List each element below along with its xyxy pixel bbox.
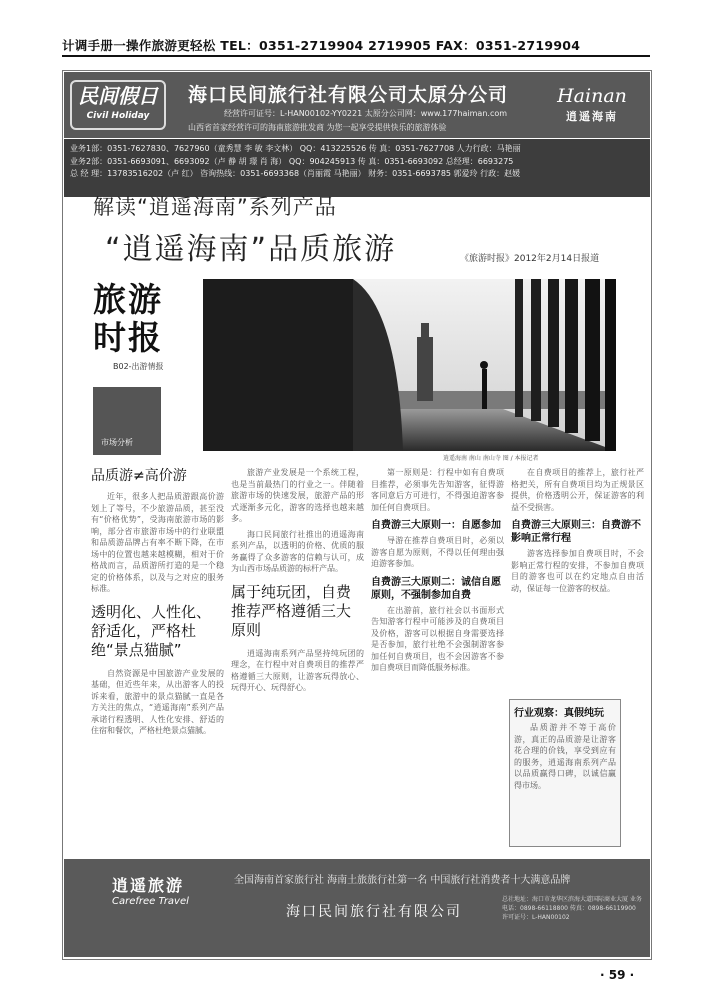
footer-banner: [64, 859, 650, 957]
column-2-heading: 属于纯玩团，自费推荐严格遵循三大原则: [231, 582, 352, 639]
top-contact-bar: 计调手册一操作旅游更轻松 TEL：0351-2719904 2719905 FAX：0351-2719904: [62, 38, 581, 53]
company-name: 海口民间旅行社有限公司太原分公司: [188, 84, 509, 106]
carefree-travel-logo: [88, 873, 218, 913]
page-frame: [62, 70, 652, 960]
column-1-heading-2: 透明化、人性化、舒适化，严格杜绝“景点猫腻”: [91, 602, 212, 659]
industry-sidebox: [509, 699, 621, 847]
footer-company-name: 海口民间旅行社有限公司: [286, 904, 462, 920]
header-banner: [64, 72, 650, 138]
article-main-title: “逍遥海南”品质旅游: [105, 232, 397, 267]
logo-en-text: Civil Holiday: [86, 111, 150, 121]
column-4-paragraph-2: 游客选择参加自费项目时，不会影响正常行程的安排，不参加自费项目的游客也可以在约定地点自由活动，保证每一位游客的权益。: [511, 549, 644, 593]
page-number: · 59 ·: [600, 968, 635, 982]
hainan-logo-script: Hainan: [557, 85, 627, 107]
article-subtitle: 解读“逍遥海南”系列产品: [93, 195, 337, 219]
column-3-heading-2: 自费游三大原则二：诚信自愿原则，不强制参加自费: [371, 576, 501, 601]
column-3-paragraph-2: 导游在推荐自费项目时，必须以游客自愿为原则，不得以任何理由强迫游客参加。: [371, 536, 504, 568]
masthead-section: B02-出游情报: [113, 362, 164, 371]
contact-line-2: 业务2部：0351-6693091、6693092（卢 静 胡 璟 肖 海） QQ：904245913 传 真：0351-6693092 总经理：6693275: [70, 156, 514, 166]
source-note: 《旅游时报》2012年2月14日报道: [460, 254, 600, 264]
logo-cn-text: 民间假日: [78, 84, 158, 108]
photo-caption: 逍遥海南 南山 南山寺 图 / 本报记者: [443, 455, 539, 462]
footer-address: 总社地址：海口市龙华区滨海大道国际商业大厦 业务电话：0898-66118800 传真：0898-66119900 许可证号：L-HAN00102: [502, 896, 642, 921]
hainan-logo: [542, 84, 642, 130]
sidebox-text: 品质游并不等于高价游，真正的品质游是让游客花合理的价钱，享受到应有的服务，逍遥海南系列产品以品质赢得口碑，以诚信赢得市场。: [514, 723, 616, 790]
masthead-title-1: 旅游: [93, 280, 163, 319]
column-3-paragraph-1: 第一原则是：行程中如有自费项目推荐，必须事先告知游客，征得游客同意后方可进行，不得强迫游客参加任何自费项目。: [371, 468, 504, 512]
banner-tagline: 山西省首家经营许可的海南旅游批发商 为您一起享受提供快乐的旅游体验: [188, 123, 447, 132]
column-4-heading: 自费游三大原则三：自费游不影响正常行程: [511, 520, 641, 544]
footer-logo-en: Carefree Travel: [112, 896, 189, 907]
article-photo: [203, 279, 616, 451]
footer-slogans: 全国海南首家旅行社 海南土旅旅行社第一名 中国旅行社消费者十大满意品牌: [234, 875, 571, 886]
column-1-paragraph-1: 近年，很多人把品质游跟高价游划上了等号，不少旅游品质，甚至没有“价格优势”，受海南旅游市场的影响，部分省市旅游市场中的行业联盟和品质游品牌占有率不断下降，在市场中的位置也越来越模糊，相对于价格战而言，品质游所打造的是一个稳定的价格体系，以及与之对应的服务标准。: [91, 492, 224, 593]
column-1-heading: 品质游≠高价游: [91, 468, 187, 484]
column-1-paragraph-2: 自然资源是中国旅游产业发展的基础，但近些年来，从出游客人的投诉来看，旅游中的景点猫腻一直是各方关注的焦点，“逍遥海南”系列产品承诺行程透明、人性化安排、舒适的住宿和餐饮，严格杜绝景点猫腻。: [91, 668, 224, 735]
column-2-paragraph-1: 旅游产业发展是一个系统工程，也是当前最热门的行业之一。伴随着旅游市场的快速发展，旅游产品的形式逐渐多元化，游客的选择也越来越多。: [231, 468, 364, 523]
newspaper-masthead: [93, 281, 197, 481]
sidebox-heading: 行业观察：真假纯玩: [514, 708, 604, 719]
column-3-heading-1: 自费游三大原则一：自愿参加: [371, 520, 501, 531]
column-2-paragraph-3: 逍遥海南系列产品坚持纯玩团的理念，在行程中对自费项目的推荐严格遵循三大原则，让游客玩得放心、玩得开心、玩得舒心。: [231, 648, 364, 692]
top-rule-divider: [62, 55, 650, 57]
column-3-paragraph-3: 在出游前，旅行社会以书面形式告知游客行程中可能涉及的自费项目及价格，游客可以根据自身需要选择是否参加，旅行社绝不会强制游客参加任何自费项目，也不会因游客不参加自费项目而降低服务标准。: [371, 605, 504, 672]
contact-line-1: 业务1部：0351-7627830、7627960（童秀慧 李 敏 李文林） QQ：413225526 传 真：0351-7627708 人力行政：马艳丽: [70, 144, 521, 153]
column-4-paragraph-1: 在自费项目的推荐上，旅行社严格把关，所有自费项目均为正规景区提供，价格透明公开，保证游客的利益不受损害。: [511, 468, 644, 512]
contact-line-3: 总 经 理：13783516202（卢 红） 咨询热线：0351-6693368（肖丽霞 马艳丽） 财务：0351-6693785 郭爱玲 行政：赵媛: [70, 169, 521, 178]
hainan-logo-cn: 逍遥海南: [566, 110, 618, 123]
contact-block: [64, 139, 650, 197]
footer-logo-cn: 逍遥旅游: [112, 876, 185, 895]
article-column-4: [511, 467, 644, 687]
column-2-paragraph-2: 海口民间旅行社推出的逍遥海南系列产品，以透明的价格、优质的服务赢得了众多游客的信赖与认可，成为山西市场品质游的标杆产品。: [231, 529, 364, 573]
civil-holiday-logo: [70, 80, 166, 130]
license-line: 经营许可证号：L-HAN00102-YY0221 太原分公司网：www.177haiman.com: [224, 109, 508, 118]
masthead-tag: 市场分析: [101, 438, 133, 447]
masthead-title-2: 时报: [93, 318, 163, 357]
